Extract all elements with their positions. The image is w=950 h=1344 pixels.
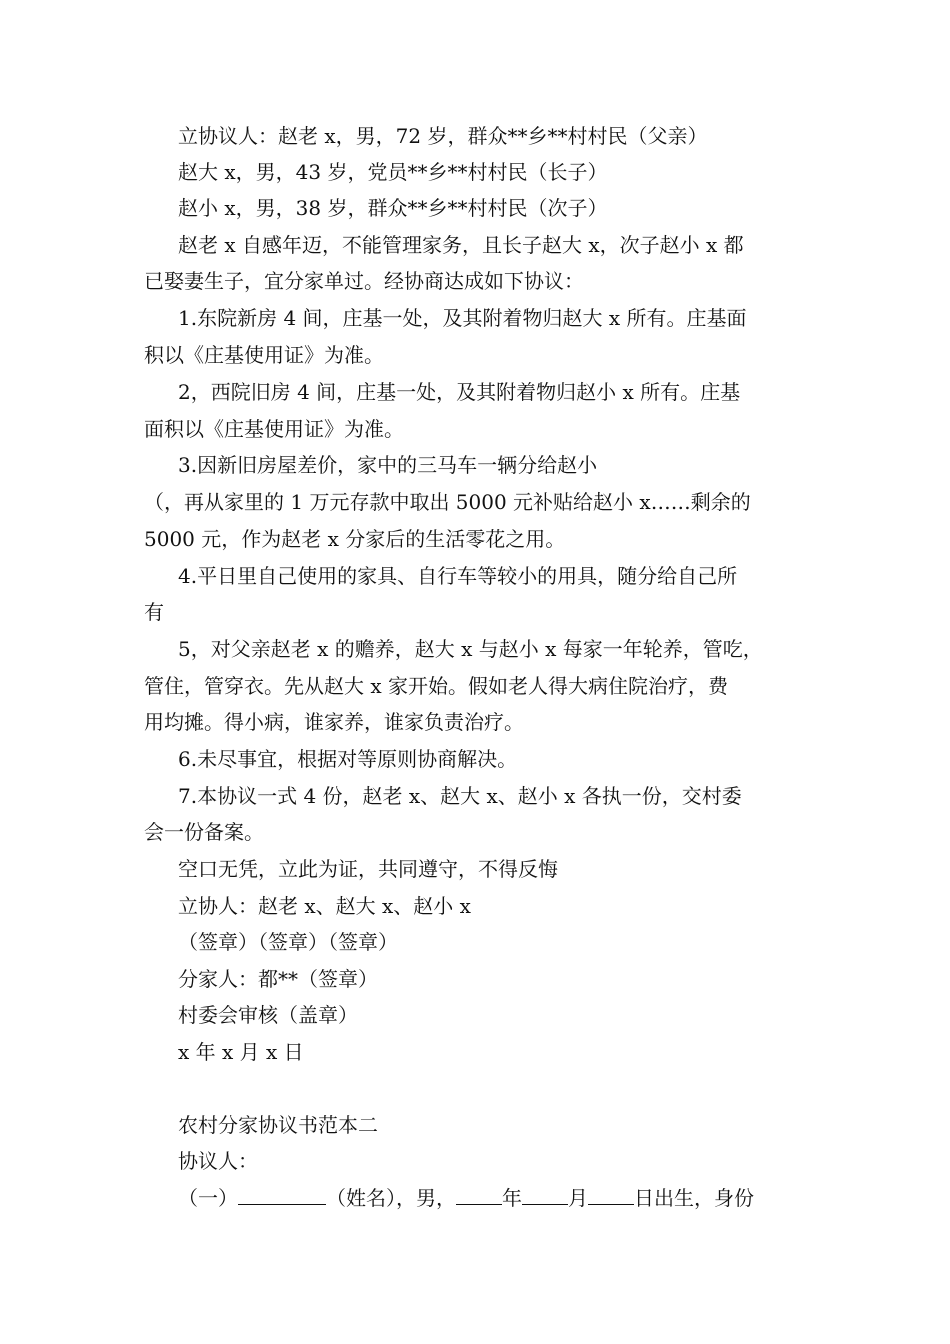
party-elder-son: 赵大 x，男，43 岁，党员**乡**村村民（长子） — [178, 160, 608, 184]
clause-4-line2: 有 — [144, 600, 164, 624]
party-father: 立协议人：赵老 x，男，72 岁，群众**乡**村村民（父亲） — [178, 124, 708, 148]
party-1-name-hint: （姓名），男， — [326, 1186, 456, 1210]
party-1-month: 月 — [568, 1186, 588, 1210]
clause-7-line1: 7.本协议一式 4 份，赵老 x、赵大 x、赵小 x 各执一份，交村委 — [178, 784, 742, 808]
village-committee-review: 村委会审核（盖章） — [178, 1003, 358, 1027]
divider-signature: 分家人：都**（签章） — [178, 967, 378, 991]
party-1-day-suffix: 日出生，身份 — [634, 1186, 754, 1210]
clause-4-line1: 4.平日里自己使用的家具、自行车等较小的用具，随分给自己所 — [178, 564, 738, 588]
section-2-parties-label: 协议人： — [178, 1149, 258, 1173]
clause-5-line1: 5，对父亲赵老 x 的赡养，赵大 x 与赵小 x 每家一年轮养，管吃， — [178, 637, 763, 661]
clause-3-line3: 5000 元，作为赵老 x 分家后的生活零花之用。 — [144, 527, 566, 551]
clause-2-line2: 面积以《庄基使用证》为准。 — [144, 417, 404, 441]
signature-seals: （签章）（签章）（签章） — [178, 930, 398, 954]
date-line: x 年 x 月 x 日 — [178, 1040, 304, 1064]
clause-3-line2: （，再从家里的 1 万元存款中取出 5000 元补贴给赵小 x……剩余的 — [144, 490, 751, 514]
month-blank — [522, 1182, 568, 1205]
party-1-prefix: （一） — [178, 1186, 238, 1210]
clause-3-line1: 3.因新旧房屋差价，家中的三马车一辆分给赵小 — [178, 453, 598, 477]
clause-1-line1: 1.东院新房 4 间，庄基一处，及其附着物归赵大 x 所有。庄基面 — [178, 306, 747, 330]
party-younger-son: 赵小 x，男，38 岁，群众**乡**村村民（次子） — [178, 196, 608, 220]
section-2-title: 农村分家协议书范本二 — [178, 1113, 378, 1137]
paragraph-intro-line2: 已娶妻生子，宜分家单过。经协商达成如下协议： — [144, 269, 584, 293]
clause-2-line1: 2，西院旧房 4 间，庄基一处，及其附着物归赵小 x 所有。庄基 — [178, 380, 741, 404]
day-blank — [588, 1182, 634, 1205]
paragraph-intro-line1: 赵老 x 自感年迈，不能管理家务，且长子赵大 x，次子赵小 x 都 — [178, 233, 744, 257]
year-blank — [456, 1182, 502, 1205]
clause-7-line2: 会一份备案。 — [144, 820, 264, 844]
clause-5-line2: 管住，管穿衣。先从赵大 x 家开始。假如老人得大病住院治疗，费 — [144, 674, 728, 698]
signatories: 立协人：赵老 x、赵大 x、赵小 x — [178, 894, 471, 918]
clause-5-line3: 用均摊。得小病，谁家养，谁家负责治疗。 — [144, 710, 524, 734]
clause-1-line2: 积以《庄基使用证》为准。 — [144, 343, 384, 367]
section-2-party-1 — [144, 1180, 843, 1216]
party-1-year: 年 — [502, 1186, 522, 1210]
clause-6: 6.未尽事宜，根据对等原则协商解决。 — [178, 747, 518, 771]
name-blank — [238, 1182, 326, 1205]
closing-statement: 空口无凭，立此为证，共同遵守，不得反悔 — [178, 857, 558, 881]
